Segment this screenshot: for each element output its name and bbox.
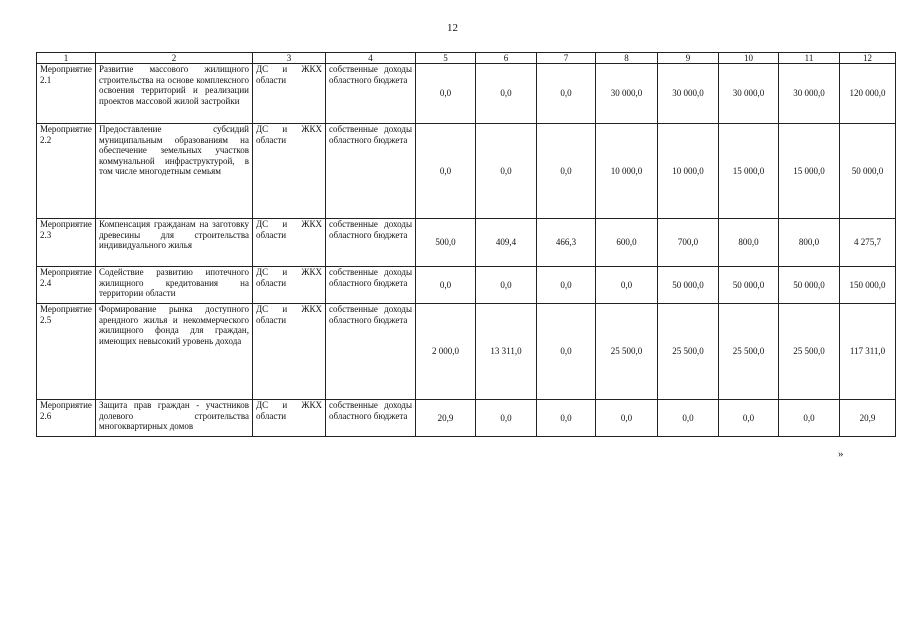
value-cell: 15 000,0 xyxy=(719,124,779,219)
total-cell: 117 311,0 xyxy=(840,304,896,400)
value-cell: 0,0 xyxy=(416,64,476,124)
measure-cell: Мероприятие 2.6 xyxy=(37,400,96,437)
value-cell: 25 500,0 xyxy=(658,304,719,400)
executor-cell: ДС и ЖКХ области xyxy=(253,64,326,124)
source-cell: собственные доходы областного бюджета xyxy=(326,400,416,437)
col-header-6: 6 xyxy=(476,53,537,64)
description-cell: Защита прав граждан - участников долевого строительства многоквартирных домов xyxy=(96,400,253,437)
value-cell: 30 000,0 xyxy=(779,64,840,124)
total-cell: 120 000,0 xyxy=(840,64,896,124)
measure-cell: Мероприятие 2.1 xyxy=(37,64,96,124)
description-cell: Формирование рынка доступного арендного жилья и некоммерческого жилищного фонда для граждан, имеющих невысокий уровень дохода xyxy=(96,304,253,400)
executor-cell: ДС и ЖКХ области xyxy=(253,219,326,267)
value-cell: 500,0 xyxy=(416,219,476,267)
value-cell: 50 000,0 xyxy=(719,267,779,304)
value-cell: 10 000,0 xyxy=(658,124,719,219)
value-cell: 30 000,0 xyxy=(596,64,658,124)
value-cell: 50 000,0 xyxy=(658,267,719,304)
description-cell: Предоставление субсидий муниципальным образованиям на обеспечение земельных участков коммунальной инфраструктурой, в том числе многодетным семьям xyxy=(96,124,253,219)
table-row xyxy=(37,267,896,304)
value-cell: 25 500,0 xyxy=(779,304,840,400)
source-cell: собственные доходы областного бюджета xyxy=(326,219,416,267)
value-cell: 800,0 xyxy=(779,219,840,267)
col-header-8: 8 xyxy=(596,53,658,64)
total-cell: 50 000,0 xyxy=(840,124,896,219)
measure-cell: Мероприятие 2.4 xyxy=(37,267,96,304)
source-cell: собственные доходы областного бюджета xyxy=(326,304,416,400)
col-header-11: 11 xyxy=(779,53,840,64)
value-cell: 0,0 xyxy=(779,400,840,437)
value-cell: 466,3 xyxy=(537,219,596,267)
executor-cell: ДС и ЖКХ области xyxy=(253,124,326,219)
value-cell: 2 000,0 xyxy=(416,304,476,400)
table-row xyxy=(37,124,896,219)
table-row xyxy=(37,304,896,400)
value-cell: 0,0 xyxy=(537,304,596,400)
measure-cell: Мероприятие 2.2 xyxy=(37,124,96,219)
total-cell: 150 000,0 xyxy=(840,267,896,304)
value-cell: 0,0 xyxy=(596,267,658,304)
value-cell: 0,0 xyxy=(537,400,596,437)
col-header-3: 3 xyxy=(253,53,326,64)
col-header-7: 7 xyxy=(537,53,596,64)
source-cell: собственные доходы областного бюджета xyxy=(326,64,416,124)
value-cell: 50 000,0 xyxy=(779,267,840,304)
value-cell: 0,0 xyxy=(476,267,537,304)
total-cell: 4 275,7 xyxy=(840,219,896,267)
value-cell: 0,0 xyxy=(596,400,658,437)
value-cell: 409,4 xyxy=(476,219,537,267)
value-cell: 0,0 xyxy=(658,400,719,437)
value-cell: 0,0 xyxy=(537,64,596,124)
source-cell: собственные доходы областного бюджета xyxy=(326,124,416,219)
value-cell: 0,0 xyxy=(416,267,476,304)
value-cell: 10 000,0 xyxy=(596,124,658,219)
description-cell: Развитие массового жилищного строительства на основе комплексного освоения территорий и реализации проектов массовой жилой застройки xyxy=(96,64,253,124)
executor-cell: ДС и ЖКХ области xyxy=(253,400,326,437)
executor-cell: ДС и ЖКХ области xyxy=(253,304,326,400)
value-cell: 700,0 xyxy=(658,219,719,267)
value-cell: 0,0 xyxy=(476,124,537,219)
total-cell: 20,9 xyxy=(840,400,896,437)
col-header-2: 2 xyxy=(96,53,253,64)
value-cell: 0,0 xyxy=(719,400,779,437)
col-header-1: 1 xyxy=(37,53,96,64)
col-header-5: 5 xyxy=(416,53,476,64)
description-cell: Компенсация гражданам на заготовку древесины для строительства индивидуального жилья xyxy=(96,219,253,267)
value-cell: 0,0 xyxy=(416,124,476,219)
value-cell: 30 000,0 xyxy=(658,64,719,124)
col-header-12: 12 xyxy=(840,53,896,64)
value-cell: 13 311,0 xyxy=(476,304,537,400)
measure-cell: Мероприятие 2.5 xyxy=(37,304,96,400)
value-cell: 0,0 xyxy=(476,400,537,437)
table-row xyxy=(37,400,896,437)
value-cell: 25 500,0 xyxy=(596,304,658,400)
table-row xyxy=(37,64,896,124)
value-cell: 800,0 xyxy=(719,219,779,267)
table-row xyxy=(37,219,896,267)
closing-quote: » xyxy=(838,448,844,460)
col-header-10: 10 xyxy=(719,53,779,64)
col-header-9: 9 xyxy=(658,53,719,64)
executor-cell: ДС и ЖКХ области xyxy=(253,267,326,304)
value-cell: 20,9 xyxy=(416,400,476,437)
description-cell: Содействие развитию ипотечного жилищного кредитования на территории области xyxy=(96,267,253,304)
header-row xyxy=(37,53,896,64)
source-cell: собственные доходы областного бюджета xyxy=(326,267,416,304)
value-cell: 15 000,0 xyxy=(779,124,840,219)
value-cell: 25 500,0 xyxy=(719,304,779,400)
budget-table xyxy=(36,52,896,437)
value-cell: 30 000,0 xyxy=(719,64,779,124)
value-cell: 0,0 xyxy=(537,124,596,219)
value-cell: 600,0 xyxy=(596,219,658,267)
measure-cell: Мероприятие 2.3 xyxy=(37,219,96,267)
value-cell: 0,0 xyxy=(537,267,596,304)
col-header-4: 4 xyxy=(326,53,416,64)
value-cell: 0,0 xyxy=(476,64,537,124)
page-number: 12 xyxy=(447,22,458,34)
